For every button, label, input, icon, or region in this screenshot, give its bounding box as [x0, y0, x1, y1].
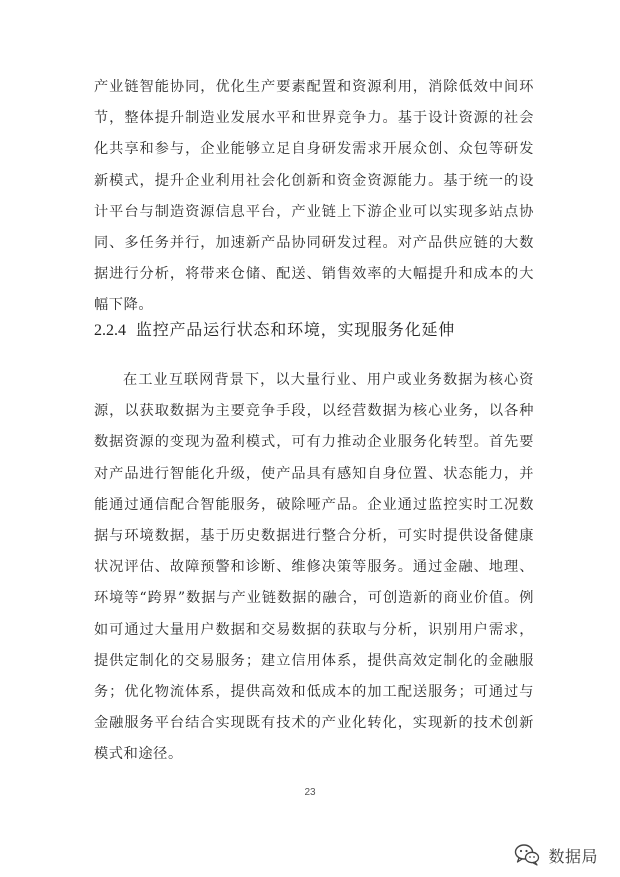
watermark-label: 数据局	[548, 846, 598, 866]
page-number: 23	[304, 787, 316, 798]
body-paragraph-2: 在工业互联网背景下，以大量行业、用户或业务数据为核心资源，以获取数据为主要竞争手段，以经营数据为核心业务，以各种数据资源的变现为盈利模式，可有力推动企业服务化转型。首先要对产品进行智能化升级，使产品具有感知自身位置、状态能力，并能通过通信配合智能服务，破除哑产品。企业通过监控实时工况数据与环境数据，基于历史数据进行整合分析，可实时提供设备健康状况评估、故障预警和诊断、维修决策等服务。通过金融、地理、环境等“跨界”数据与产业链数据的融合，可创造新的商业价值。例如可通过大量用户数据和交易数据的获取与分析，识别用户需求，提供定制化的交易服务；建立信用体系，提供高效定制化的金融服务；优化物流体系，提供高效和低成本的加工配送服务；可通过与金融服务平台结合实现既有技术的产业化转化，实现新的技术创新模式和途径。	[94, 372, 534, 763]
watermark	[514, 843, 598, 867]
section-title: 监控产品运行状态和环境，实现服务化延伸	[135, 320, 456, 339]
wechat-icon	[514, 843, 540, 867]
section-number: 2.2.4	[94, 322, 126, 339]
section-heading	[94, 318, 455, 343]
body-paragraph-1: 产业链智能协同，优化生产要素配置和资源利用，消除低效中间环节，整体提升制造业发展水平和世界竞争力。基于设计资源的社会化共享和参与，企业能够立足自身研发需求开展众创、众包等研发新模式，提升企业利用社会化创新和资金资源能力。基于统一的设计平台与制造资源信息平台，产业链上下游企业可以实现多站点协同、多任务并行，加速新产品协同研发过程。对产品供应链的大数据进行分析，将带来仓储、配送、销售效率的大幅提升和成本的大幅下降。	[94, 79, 534, 314]
